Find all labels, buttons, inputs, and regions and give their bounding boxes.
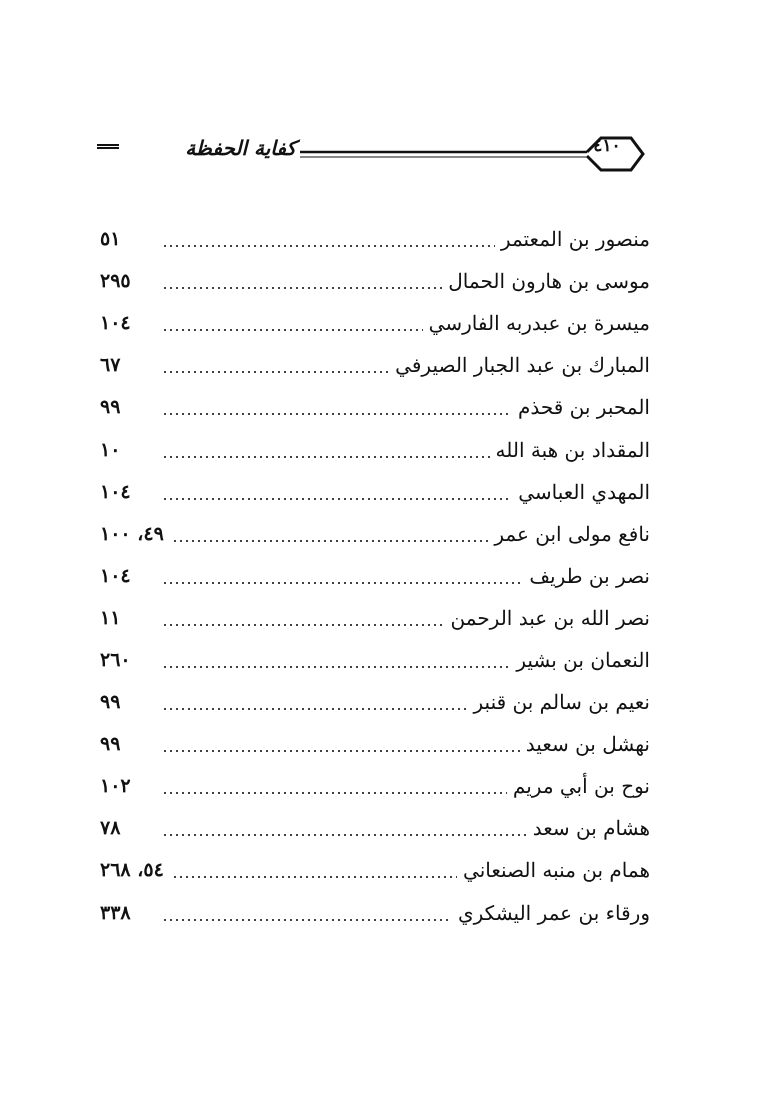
book-title: كفاية الحفظة — [181, 136, 300, 160]
index-entry — [100, 428, 650, 470]
entry-name: موسى بن هارون الحمال — [448, 269, 650, 294]
entry-name: نهشل بن سعيد — [525, 732, 650, 757]
entry-name: نصر الله بن عبد الرحمن — [450, 605, 650, 630]
entry-page-numbers: ٩٩ — [100, 733, 121, 756]
entry-page-numbers: ٢٦٠ — [100, 648, 131, 671]
dot-leader — [162, 371, 389, 373]
dot-leader — [162, 582, 523, 584]
index-entry — [100, 471, 650, 513]
dot-leader — [162, 456, 490, 458]
entry-page-numbers: ١٠٤ — [100, 564, 131, 587]
index-entry — [100, 849, 650, 891]
entry-page-numbers: ٣٣٨ — [100, 901, 131, 924]
entry-name: المبارك بن عبد الجبار الصيرفي — [395, 353, 650, 378]
index-entry — [100, 639, 650, 681]
entry-name: نصر بن طريف — [529, 563, 650, 588]
entry-page-numbers: ١٠ — [100, 438, 121, 461]
dot-leader — [162, 919, 452, 921]
dot-leader — [162, 624, 445, 626]
dot-leader — [172, 876, 457, 878]
entry-page-numbers: ٥٤، ٢٦٨ — [100, 859, 164, 882]
entry-name: ميسرة بن عبدربه الفارسي — [428, 311, 650, 336]
index-entry — [100, 555, 650, 597]
entry-page-numbers: ١٠٤ — [100, 480, 131, 503]
dot-leader — [162, 287, 442, 289]
entry-page-numbers: ٩٩ — [100, 396, 121, 419]
index-entry — [100, 681, 650, 723]
entry-page-numbers: ٥١ — [100, 228, 121, 251]
entry-name: منصور بن المعتمر — [500, 227, 650, 252]
entry-page-numbers: ٢٩٥ — [100, 270, 131, 293]
index-entry — [100, 344, 650, 386]
entry-name: نوح بن أبي مريم — [512, 774, 650, 799]
dot-leader — [162, 245, 495, 247]
entry-page-numbers: ١١ — [100, 606, 121, 629]
dot-leader — [162, 834, 527, 836]
entry-name: المهدي العباسي — [518, 479, 650, 504]
dot-leader — [162, 666, 510, 668]
entry-name: المحبر بن قحذم — [517, 395, 650, 420]
title-dash-ornament — [97, 144, 119, 149]
dot-leader — [162, 329, 423, 331]
entry-name: هشام بن سعد — [532, 816, 650, 841]
entry-page-numbers: ٦٧ — [100, 354, 121, 377]
entry-name: المقداد بن هبة الله — [495, 437, 650, 462]
index-entry — [100, 723, 650, 765]
entry-page-numbers: ٩٩ — [100, 691, 121, 714]
entry-name: ورقاء بن عمر اليشكري — [457, 900, 650, 925]
entry-page-numbers: ١٠٤ — [100, 312, 131, 335]
dot-leader — [162, 413, 512, 415]
entry-name: نافع مولى ابن عمر — [494, 521, 650, 546]
page-number: ٤١٠ — [593, 136, 621, 156]
entry-page-numbers: ٧٨ — [100, 817, 121, 840]
index-entry — [100, 513, 650, 555]
dot-leader — [172, 540, 489, 542]
index-entry — [100, 386, 650, 428]
dot-leader — [162, 708, 468, 710]
index-entry — [100, 892, 650, 934]
page-header — [95, 128, 645, 178]
index-entry — [100, 765, 650, 807]
name-index-list — [100, 218, 650, 934]
index-entry — [100, 218, 650, 260]
dot-leader — [162, 750, 520, 752]
index-entry — [100, 807, 650, 849]
entry-name: همام بن منبه الصنعاني — [463, 858, 650, 883]
entry-page-numbers: ٤٩، ١٠٠ — [100, 522, 164, 545]
index-entry — [100, 260, 650, 302]
index-entry — [100, 597, 650, 639]
header-rule-ornament — [95, 128, 645, 178]
dot-leader — [162, 792, 507, 794]
dot-leader — [162, 498, 512, 500]
entry-page-numbers: ١٠٢ — [100, 775, 131, 798]
entry-name: نعيم بن سالم بن قنبر — [473, 690, 650, 715]
index-entry — [100, 302, 650, 344]
entry-name: النعمان بن بشير — [516, 647, 650, 672]
